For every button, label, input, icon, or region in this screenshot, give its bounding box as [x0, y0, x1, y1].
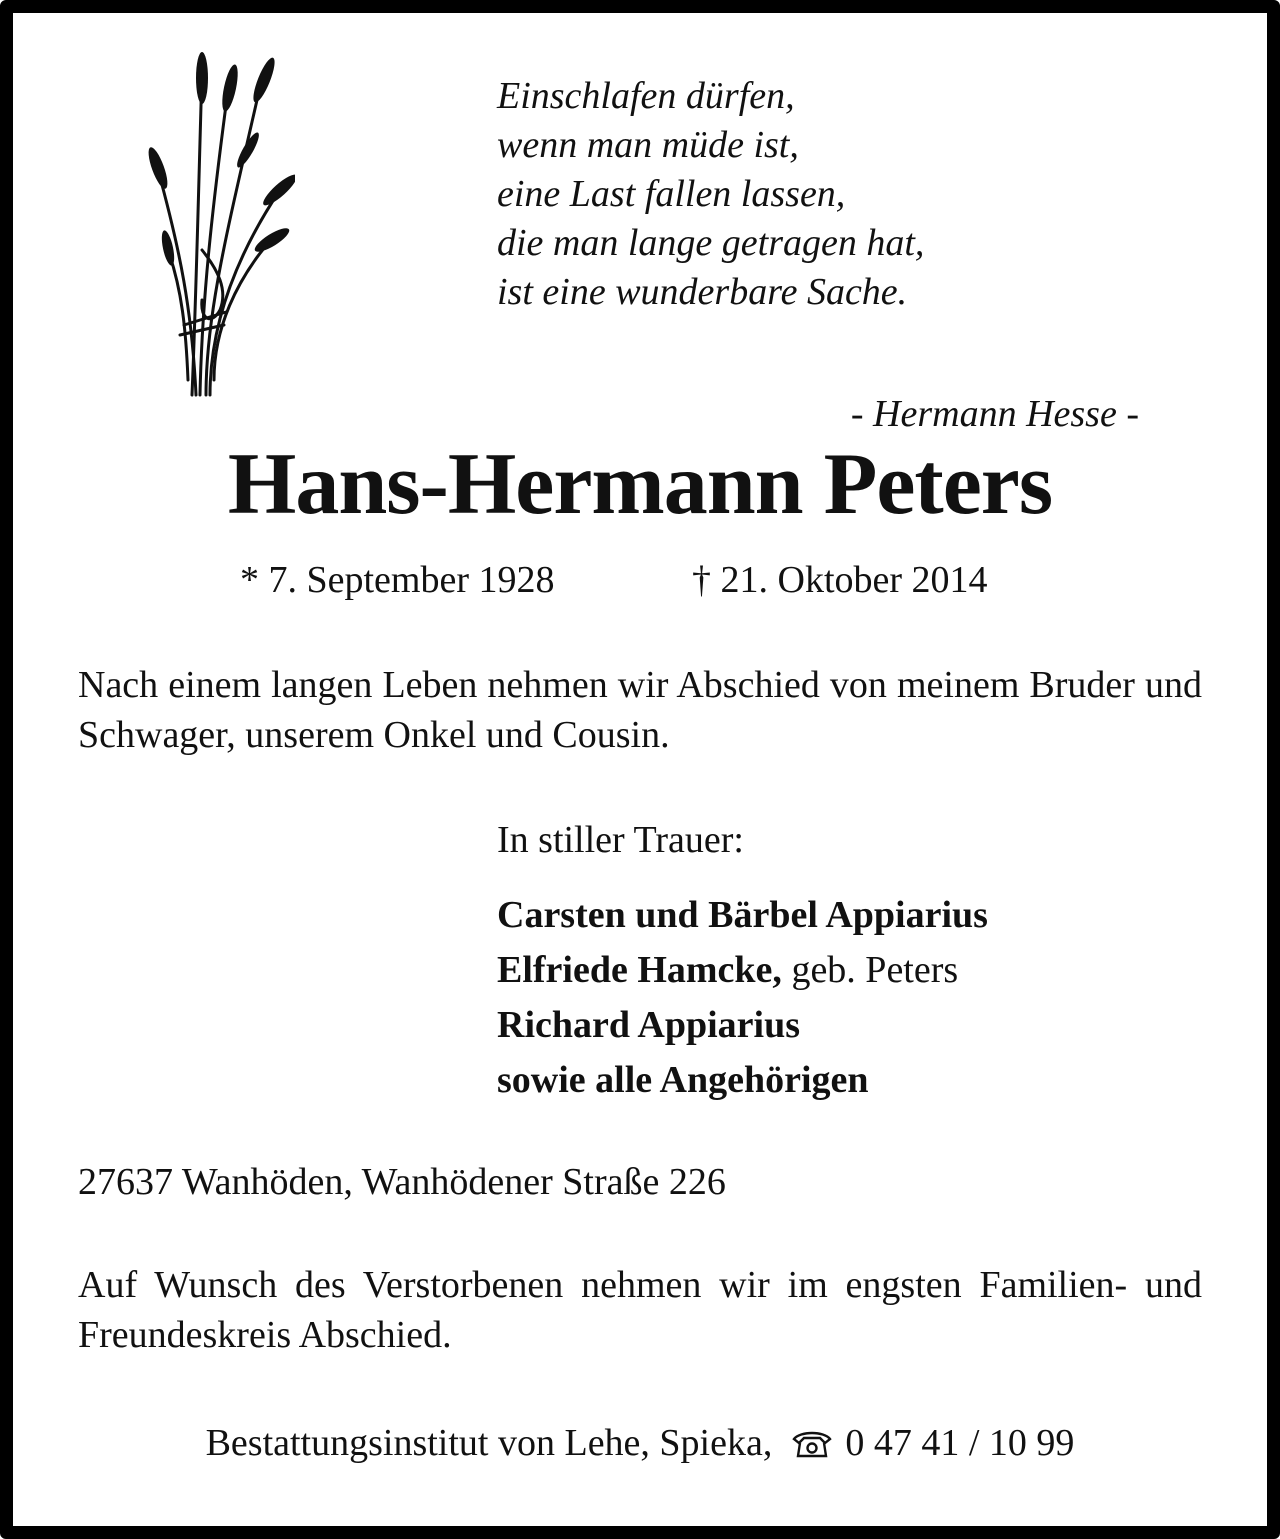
- mourner-name: Elfriede Hamcke,: [497, 949, 782, 991]
- telephone-icon: [790, 1429, 834, 1459]
- funeral-home-phone: 0 47 41 / 10 99: [845, 1422, 1075, 1464]
- note-paragraph: Auf Wunsch des Verstorbenen nehmen wir im engsten Familien- und Freundeskreis Abschied.: [78, 1264, 1202, 1356]
- quote-line: ist eine wunderbare Sache.: [497, 271, 908, 313]
- funeral-home-line: [0, 1418, 1280, 1468]
- hesse-quote: [497, 72, 1217, 435]
- intro-paragraph: Nach einem langen Leben nehmen wir Abschied von meinem Bruder und Schwager, unserem Onkel und Cousin.: [78, 664, 1202, 756]
- mourner-suffix: geb. Peters: [781, 949, 959, 991]
- funeral-home-name: Bestattungsinstitut von Lehe, Spieka,: [205, 1422, 773, 1464]
- mourner-item: [497, 1053, 988, 1108]
- mourning-label: In stiller Trauer:: [497, 819, 744, 861]
- quote-line: wenn man müde ist,: [497, 124, 799, 166]
- mourner-name: Richard Appiarius: [497, 1004, 801, 1046]
- address: 27637 Wanhöden, Wanhödener Straße 226: [78, 1161, 726, 1203]
- mourners-list: [497, 888, 988, 1108]
- death-date: † 21. Oktober 2014: [692, 559, 988, 601]
- mourner-item: [497, 888, 988, 943]
- quote-line: eine Last fallen lassen,: [497, 173, 846, 215]
- mourner-name: Carsten und Bärbel Appiarius: [497, 894, 988, 936]
- mourner-name: sowie alle Angehörigen: [497, 1059, 869, 1101]
- mourner-item: [497, 998, 988, 1053]
- birth-date: * 7. September 1928: [240, 559, 555, 601]
- quote-line: die man lange getragen hat,: [497, 222, 925, 264]
- deceased-name: Hans-Hermann Peters: [227, 436, 1053, 533]
- quote-line: Einschlafen dürfen,: [497, 75, 795, 117]
- wheat-sheaf-icon: [140, 50, 295, 400]
- mourner-item: [497, 943, 988, 998]
- quote-author: - Hermann Hesse -: [850, 393, 1139, 435]
